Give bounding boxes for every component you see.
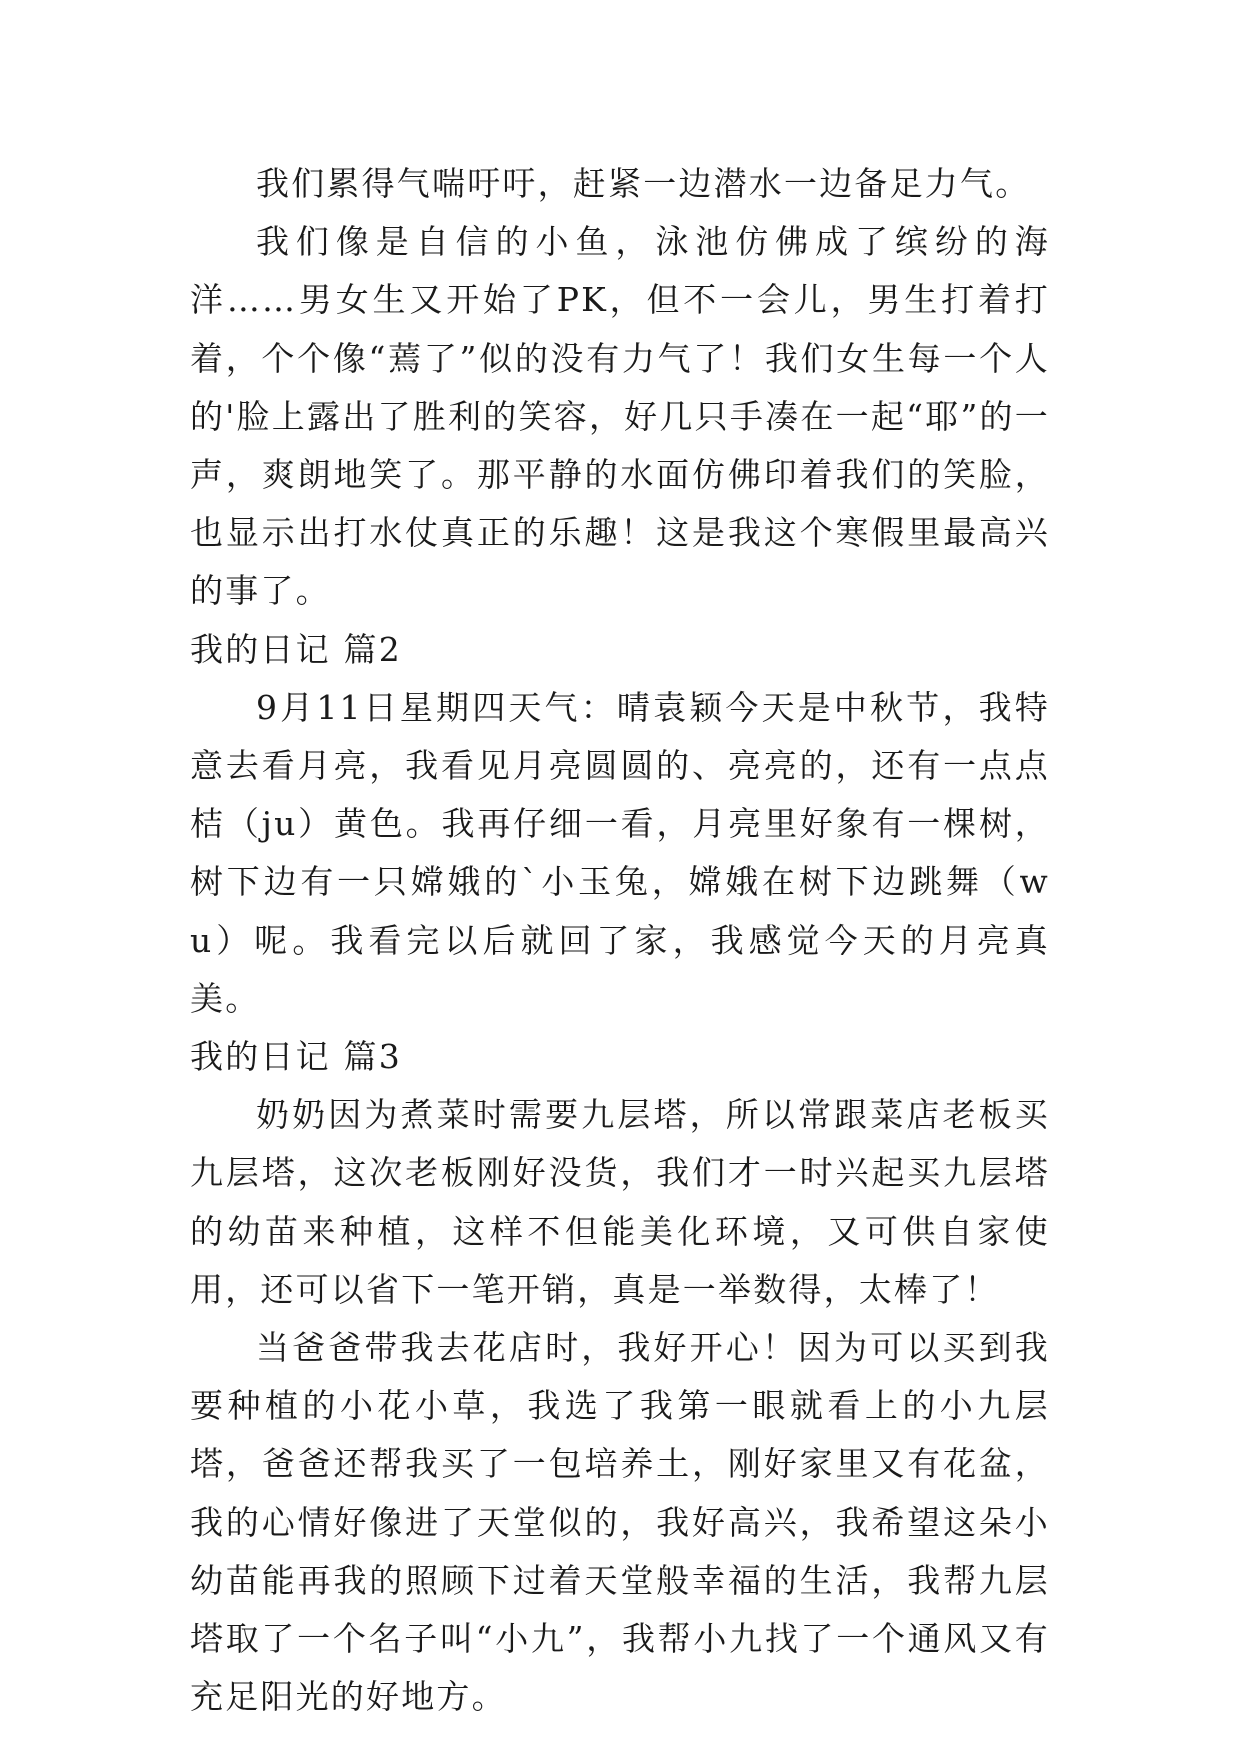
paragraph: 奶奶因为煮菜时需要九层塔，所以常跟菜店老板买九层塔，这次老板刚好没货，我们才一时兴起买九层塔的幼苗来种植，这样不但能美化环境，又可供自家使用，还可以省下一笔开销，真是一举数得，太棒了！: [190, 1095, 1050, 1309]
paragraph: 我们像是自信的小鱼，泳池仿佛成了缤纷的海洋……男女生又开始了PK，但不一会儿，男生打着打着，个个像“蔫了”似的没有力气了！我们女生每一个人的'脸上露出了胜利的笑容，好几只手凑在一起“耶”的一声，爽朗地笑了。那平静的水面仿佛印着我们的笑脸，也显示出打水仗真正的乐趣！这是我这个寒假里最高兴的事了。: [190, 222, 1050, 611]
document-body: [190, 155, 1050, 1726]
paragraph: 当爸爸带我去花店时，我好开心！因为可以买到我要种植的小花小草，我选了我第一眼就看上的小九层塔，爸爸还帮我买了一包培养土，刚好家里又有花盆，我的心情好像进了天堂似的，我好高兴，我希望这朵小幼苗能再我的照顾下过着天堂般幸福的生活，我帮九层塔取了一个名子叫“小九”，我帮小九找了一个通风又有充足阳光的好地方。: [190, 1328, 1050, 1717]
section-heading: 我的日记 篇2: [190, 629, 402, 669]
paragraph: 我们累得气喘吁吁，赶紧一边潜水一边备足力气。: [256, 164, 1031, 203]
section-heading: 我的日记 篇3: [190, 1037, 402, 1077]
paragraph: 9月11日星期四天气：晴袁颖今天是中秋节，我特意去看月亮，我看见月亮圆圆的、亮亮的，还有一点点桔（ju）黄色。我再仔细一看，月亮里好象有一棵树，树下边有一只嫦娥的`小玉兔，嫦娥在树下边跳舞（wu）呢。我看完以后就回了家，我感觉今天的月亮真美。: [190, 687, 1050, 1018]
